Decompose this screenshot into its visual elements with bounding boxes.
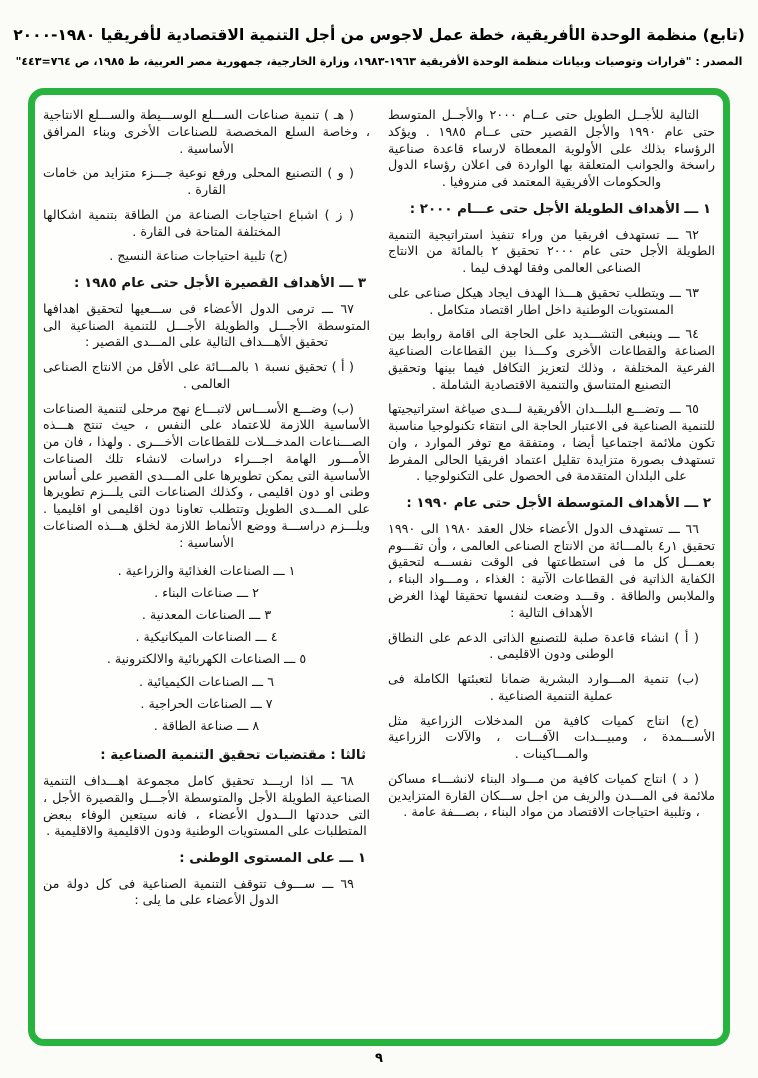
paragraph: (ج) انتاج كميات كافية من المدخلات الزراعية مثل الأســـمدة ، ومبيـــدات الآفـــات ، والآلات الزراعية والمـــاكينات . xyxy=(388,712,715,762)
page-number: ٩ xyxy=(375,1051,383,1066)
paragraph: ( أ ) انشاء قاعدة صلبة للتصنيع الذاتى الدعم على النطاق الوطنى ودون الاقليمى . xyxy=(388,629,699,662)
list-item: ٥ ـــ الصناعات الكهربائية والالكترونية . xyxy=(106,651,307,667)
paragraph: ٦٤ ـــ وينبغى التشـــديد على الحاجة الى اقامة روابط بين الصناعة والقطاعات الأخرى وكـــذا بين القطاعات الصناعية الفرعية المختلفة ، وذلك لتعزيز التكافل فيما بينها وتحقيق التصنيع المتناسق والتنمية الاقتصادية الشاملة . xyxy=(388,326,715,392)
paragraph: ( د ) انتاج كميات كافية من مـــواد البناء لانشـــاء مساكن ملائمة فى المـــدن والريف من اجل ســـكان القارة المتزايدين ، وتلبية احتياجات الاقتصاد من مواد البناء ، بصـــفة عامة . xyxy=(388,770,715,820)
source-line: المصدر : "قرارات وتوصيات وبيانات منظمة الوحدة الأفريقية ⁦١٩٦٣-١٩٨٣⁩، وزارة الخارجية، جمهورية مصر العربية، ط ١٩٨٥، ص ٧٦٤=٤٤٣" xyxy=(15,55,743,68)
section-heading: ٣ ـــ الأهداف القصيرة الأجل حتى عام ١٩٨٥ : xyxy=(74,276,366,292)
paragraph: (ب) وضـــع الأســـاس لاتبـــاع نهج مرحلى لتنمية الصناعات الأساسية اللازمة للاعتماد على النفس ، حيث تنتج هـــذه الصـــناعات المدخـــلات للقطاعات الأخـــرى . ولهذا ، فان من الأمـــور الهامة اجـــراء دراسات لانشاء تلك الصناعات الأساسية التى يمكن تطويرها على المـــدى القصير على أساس وطنى او دون اقليمى ، وكذلك الصناعات التى يلـــزم تطويرها على المـــدى الطويل وتتطلب تعاونا دون اقليمى او اقليميا . ويلـــزم دراســـة ووضع الأنماط اللازمة لخلق هـــذه الصناعات الأساسية : xyxy=(43,400,370,550)
paragraph: ٦٢ ـــ تستهدف افريقيا من وراء تنفيذ استراتيجية التنمية الطويلة الأجل حتى عام ٢٠٠٠ تحقيق ٢ بالمائة من الانتاج الصناعى العالمى وفقا لهدف ليما . xyxy=(388,226,715,276)
page-header xyxy=(0,0,758,68)
paragraph: (ب) تنمية المـــوارد البشرية ضمانا لتعبئتها الكاملة فى عملية التنمية الصناعية . xyxy=(388,671,699,703)
section-heading: ٢ ـــ الأهداف المتوسطة الأجل حتى عام ١٩٩٠ : xyxy=(406,496,711,512)
content-border xyxy=(28,88,730,1046)
paragraph: ٦٩ ـــ ســـوف تتوقف التنمية الصناعية فى كل دولة من الدول الأعضاء على ما يلى : xyxy=(43,875,354,908)
list-item: ٤ ـــ الصناعات الميكانيكية . xyxy=(135,629,278,645)
list-item: ١ ـــ الصناعات الغذائية والزراعية . xyxy=(117,562,296,578)
list-item: ٨ ـــ صناعة الطاقة . xyxy=(153,718,260,734)
industries-list xyxy=(43,560,370,738)
list-item: ٧ ـــ الصناعات الحراجية . xyxy=(140,695,273,711)
paragraph: ٦٨ ـــ اذا اريـــد تحقيق كامل مجموعة اهـــداف التنمية الصناعية الطويلة الأجل والمتوسطة الأجـــل والقصيرة الأجل ، التى حددتها الـــدول الأعضاء ، فانه سيتعين الوفاء ببعض المتطلبات على المستويات الوطنية ودون الاقليمية والاقليمية . xyxy=(43,772,370,839)
paragraph: ( أ ) تحقيق نسبة ١ بالمـــائة على الأقل من الانتاج الصناعى العالمى . xyxy=(43,359,354,391)
paragraph: التالية للأجــل الطويل حتى عــام ٢٠٠٠ والأجــل المتوسط حتى عام ١٩٩٠ والأجل القصير حتى عــام ١٩٨٥ . ويؤكد الرؤساء بذلك على الأولوية المعطاة لارساء قاعدة صناعية راسخة والجوانب المتعلقة بها الواردة فى اعلان رؤساء الدول والحكومات الأفريقية المعتمد فى منروفيا . xyxy=(388,107,715,190)
column-right xyxy=(388,107,715,1039)
paragraph: ( و ) التصنيع المحلى ورفع نوعية جـــزء متزايد من خامات القارة . xyxy=(43,165,354,198)
list-item: ٢ ـــ صناعات البناء . xyxy=(154,584,259,600)
paragraph: (ح) تلبية احتياجات صناعة النسيج . xyxy=(109,248,288,264)
page-title: (تابع) منظمة الوحدة الأفريقية، خطة عمل لاجوس من أجل التنمية الاقتصادية لأفريقيا ١٩٨٠-٢٠٠٠ xyxy=(13,26,745,44)
list-item: ٣ ـــ الصناعات المعدنية . xyxy=(141,606,272,622)
section-heading: ثالثا : مقتضيات تحقيق التنمية الصناعية : xyxy=(100,748,366,764)
text-columns xyxy=(35,95,723,1039)
paragraph: ٦٣ ـــ ويتطلب تحقيق هـــذا الهدف ايجاد هيكل صناعى على المستويات الوطنية داخل اطار اقتصاد متكامل . xyxy=(388,284,699,317)
paragraph: ٦٧ ـــ ترمى الدول الأعضاء فى ســـعيها لتحقيق اهدافها المتوسطة الأجـــل والطويلة الأجـــل للتنمية الصناعية الى تحقيق الأهـــداف التالية على المـــدى القصير : xyxy=(43,300,370,350)
paragraph: ٦٦ ـــ تستهدف الدول الأعضاء خلال العقد ١٩٨٠ الى ١٩٩٠ تحقيق ١ر٤ بالمـــائة من الانتاج الصناعى العالمى ، وأن تقـــوم بعمـــل كل ما فى استطاعتها فى الوقت نفســـه لتحقيق الكفاية الذاتية فى القطاعات الآتية : الغذاء ، ومـــواد البناء ، والملابس والطاقة . وقـــد وضعت لنفسها تحقيقا لهذا الغرض الأهداف التالية : xyxy=(388,520,715,620)
section-heading: ١ ـــ الأهداف الطويلة الأجل حتى عـــام ٢٠٠٠ : xyxy=(409,201,711,217)
section-heading: ١ ـــ على المستوى الوطنى : xyxy=(179,851,366,867)
column-left xyxy=(43,107,370,1039)
paragraph: ( هـ ) تنمية صناعات الســـلع الوســـيطة والســـلع الانتاجية ، وخاصة السلع المخصصة للصناعات الأخرى وبناء المرافق الأساسية . xyxy=(43,107,370,156)
list-item: ٦ ـــ الصناعات الكيميائية . xyxy=(138,673,275,689)
paragraph: ( ز ) اشباع احتياجات الصناعة من الطاقة بتنمية اشكالها المختلفة المتاحة فى القارة . xyxy=(43,206,354,239)
paragraph: ٦٥ ـــ وتضـــع البلـــدان الأفريقية لـــدى صياغة استراتيجيتها للتنمية الصناعية فى الاعتبار الحاجة الى انتقاء تكنولوجيا مناسبة تكون ملائمة اجتماعيا أيضا ، ومتفقة مع توفر الموارد ، وان تستهدف بصورة متزايدة تقليل اعتماد افريقيا الحالى المفرط على البلدان المتقدمة فى الحصول على التكنولوجيا . xyxy=(388,401,715,484)
